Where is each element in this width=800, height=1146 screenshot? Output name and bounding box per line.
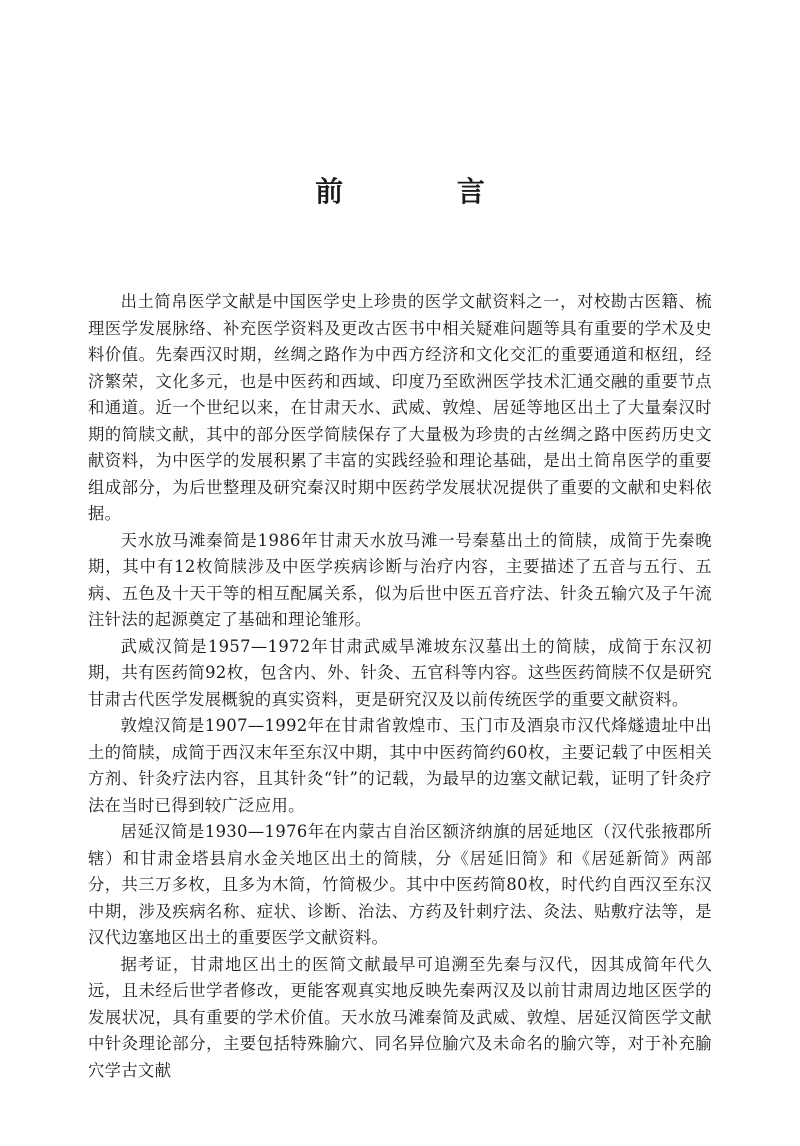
page-title: 前 言 — [315, 175, 537, 208]
paragraph-intro: 出土简帛医学文献是中国医学史上珍贵的医学文献资料之一，对校勘古医籍、梳理医学发展脉络、补充医学资料及更改古医书中相关疑难问题等具有重要的学术及史料价值。先秦西汉时期，丝绸之路作为中西方经济和文化交汇的重要通道和枢纽，经济繁荣，文化多元，也是中医药和西域、印度乃至欧洲医学技术汇通交融的重要节点和通道。近一个世纪以来，在甘肃天水、武威、敦煌、居延等地区出土了大量秦汉时期的简牍文献，其中的部分医学简牍保存了大量极为珍贵的古丝绸之路中医药历史文献资料，为中医学的发展积累了丰富的实践经验和理论基础，是出土简帛医学的重要组成部分，为后世整理及研究秦汉时期中医药学发展状况提供了重要的文献和史料依据。 — [88, 292, 712, 523]
paragraph-juyan: 居延汉简是1930—1976年在内蒙古自治区额济纳旗的居延地区（汉代张掖郡所辖）和甘肃金塔县肩水金关地区出土的简牍，分《居延旧简》和《居延新简》两部分，共三万多枚，且多为木简，竹简极少。其中中医药简80枚，时代约自西汉至东汉中期，涉及疾病名称、症状、诊断、治法、方药及针刺疗法、灸法、贴敷疗法等，是汉代边塞地区出土的重要医学文献资料。 — [88, 822, 712, 947]
paragraph-tianshui: 天水放马滩秦简是1986年甘肃天水放马滩一号秦墓出土的简牍，成简于先秦晚期，其中有12枚简牍涉及中医学疾病诊断与治疗内容，主要描述了五音与五行、五病、五色及十天干等的相互配属关系，似为后世中医五音疗法、针灸五输穴及子午流注针法的起源奠定了基础和理论雏形。 — [88, 530, 712, 629]
preface-body — [88, 289, 712, 1084]
paragraph-wuwei: 武威汉简是1957—1972年甘肃武威旱滩坡东汉墓出土的简牍，成简于东汉初期，共有医药简92枚，包含内、外、针灸、五官科等内容。这些医药简牍不仅是研究甘肃古代医学发展概貌的真实资料，更是研究汉及以前传统医学的重要文献资料。 — [88, 636, 712, 709]
paragraph-dunhuang: 敦煌汉简是1907—1992年在甘肃省敦煌市、玉门市及酒泉市汉代烽燧遗址中出土的简牍，成简于西汉末年至东汉中期，其中中医药简约60枚，主要记载了中医相关方剂、针灸疗法内容，且其针灸“针”的记载，为最早的边塞文献记载，证明了针灸疗法在当时已得到较广泛应用。 — [88, 716, 712, 815]
paragraph-conclusion: 据考证，甘肃地区出土的医简文献最早可追溯至先秦与汉代，因其成简年代久远，且未经后世学者修改，更能客观真实地反映先秦两汉及以前甘肃周边地区医学的发展状况，具有重要的学术价值。天水放马滩秦简及武威、敦煌、居延汉简医学文献中针灸理论部分，主要包括特殊腧穴、同名异位腧穴及未命名的腧穴等，对于补充腧穴学古文献 — [88, 954, 712, 1080]
